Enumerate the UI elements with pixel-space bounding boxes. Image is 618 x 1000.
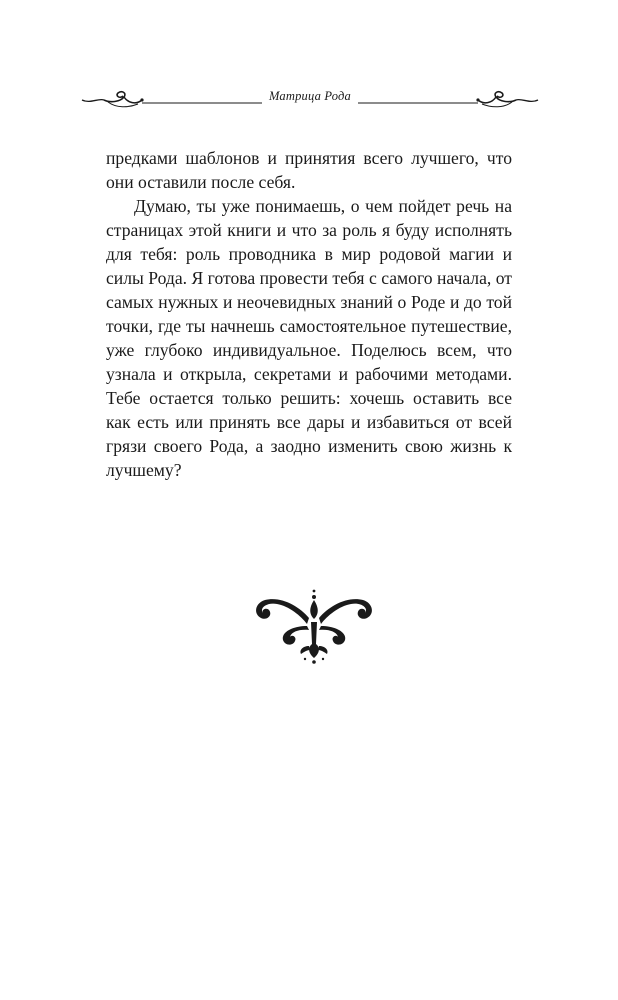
paragraph-continuation: предками шаблонов и принятия всего лучшего, что они оставили после себя. <box>106 148 512 192</box>
body-text <box>106 146 512 482</box>
running-header <box>80 86 540 112</box>
fleuron-vignette-icon <box>249 588 379 668</box>
running-header-title: Матрица Рода <box>268 89 352 103</box>
paragraph-main: Думаю, ты уже понимаешь, о чем пойдет речь на страницах этой книги и что за роль я буду исполнять для тебя: роль проводника в мир родовой магии и силы Рода. Я готова провести тебя с самого начала, от самых нужных и неочевидных знаний о Роде и до той точки, где ты начнешь самостоятельное путешествие, уже глубоко индивидуальное. Поделюсь всем, что узнала и открыла, секретами и рабочими методами. Тебе остается только решить: хочешь оставить все как есть или принять все дары и избавиться от всей грязи своего Рода, а заодно изменить свою жизнь к лучшему? <box>106 196 512 480</box>
header-right-flourish-icon <box>355 86 540 112</box>
